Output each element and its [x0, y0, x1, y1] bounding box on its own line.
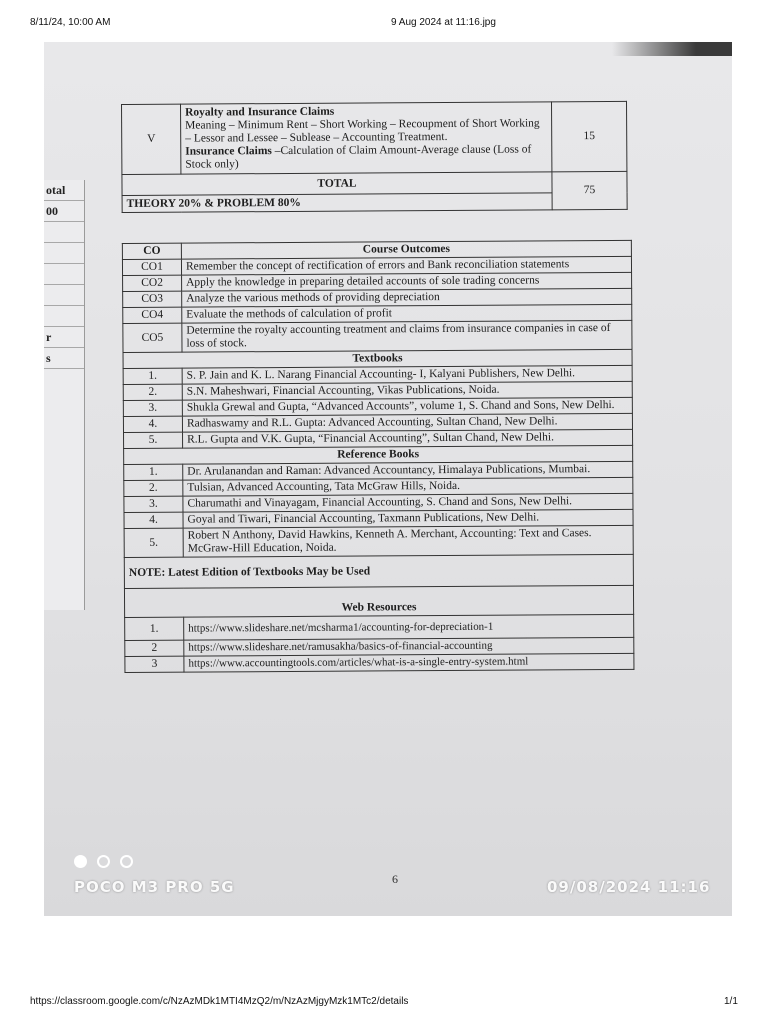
reference-text: Goyal and Tiwari, Financial Accounting, Taxmann Publications, New Delhi. — [183, 509, 633, 528]
note: NOTE: Latest Edition of Textbooks May be Used — [124, 554, 633, 588]
web-resource-number: 2 — [125, 640, 184, 656]
camera-dot-icon — [120, 855, 133, 868]
total-value: 75 — [552, 171, 627, 209]
outcome-text: Determine the royalty accounting treatment and claims from insurance companies in case of loss of stock. — [182, 320, 632, 352]
reference-books-heading: Reference Books — [124, 445, 633, 464]
background-sheet-line: otal — [44, 180, 84, 201]
web-resource-row — [125, 614, 634, 640]
outcome-text: Remember the concept of rectification of errors and Bank reconciliation statements — [181, 256, 631, 275]
textbooks-heading: Textbooks — [123, 349, 632, 368]
print-page-count: 1/1 — [724, 996, 738, 1007]
outcome-row — [123, 320, 632, 352]
background-sheet-line — [44, 285, 84, 306]
print-datetime: 8/11/24, 10:00 AM — [30, 17, 111, 28]
web-resource-url: https://www.slideshare.net/ramusakha/basics-of-financial-accounting — [184, 637, 634, 656]
unit-table — [121, 101, 628, 213]
background-sheet-line: s — [44, 348, 84, 369]
textbook-number: 3. — [123, 400, 182, 416]
web-resource-number: 1. — [125, 617, 184, 640]
background-sheet-line: r — [44, 327, 84, 348]
outcome-text: Evaluate the methods of calculation of profit — [182, 304, 632, 323]
web-resource-url: https://www.accountingtools.com/articles/what-is-a-single-entry-system.html — [184, 653, 634, 672]
photo-dark-corner — [612, 42, 732, 56]
textbook-number: 4. — [123, 416, 182, 432]
print-url: https://classroom.google.com/c/NzAzMDk1MTI4MzQ2/m/NzAzMjgyMzk1MTc2/details — [30, 996, 409, 1007]
col-course-outcomes: Course Outcomes — [181, 240, 631, 259]
background-sheet — [44, 180, 85, 610]
reference-number: 3. — [124, 496, 183, 512]
reference-number: 1. — [124, 464, 183, 480]
textbook-number: 2. — [123, 384, 182, 400]
unit-insurance — [185, 143, 547, 171]
syllabus-page — [121, 101, 634, 673]
reference-text: Dr. Arulanandan and Raman: Advanced Accountancy, Himalaya Publications, Mumbai. — [183, 461, 633, 480]
textbook-number: 1. — [123, 368, 182, 384]
textbook-text: Radhaswamy and R.L. Gupta: Advanced Accounting, Sultan Chand, New Delhi. — [182, 413, 632, 432]
web-resource-url: https://www.slideshare.net/mcsharma1/accounting-for-depreciation-1 — [184, 614, 634, 640]
camera-dot-icon — [74, 855, 87, 868]
unit-body: Meaning – Minimum Rent – Short Working – Recoupment of Short Working – Lessor and Lessee – Sublease – Accounting Treatment. — [185, 117, 540, 145]
total-label: TOTAL — [122, 172, 552, 196]
outcomes-table — [122, 240, 635, 673]
reference-number: 5. — [124, 528, 183, 557]
outcome-text: Analyze the various methods of providing depreciation — [182, 288, 632, 307]
outcome-code: CO1 — [122, 259, 181, 275]
outcome-code: CO3 — [123, 291, 182, 307]
reference-text: Charumathi and Vinayagam, Financial Accounting, S. Chand and Sons, New Delhi. — [183, 493, 633, 512]
background-sheet-line — [44, 306, 84, 327]
outcome-code: CO5 — [123, 323, 182, 352]
web-resource-number: 3 — [125, 656, 184, 672]
unit-heading: Royalty and Insurance Claims — [185, 105, 335, 119]
reference-text: Robert N Anthony, David Hawkins, Kenneth A. Merchant, Accounting: Text and Cases. McGraw-Hill Education, Noida. — [183, 525, 633, 557]
web-resources-heading: Web Resources — [124, 585, 633, 617]
textbook-text: S.N. Maheshwari, Financial Accounting, Vikas Publications, Noida. — [182, 381, 632, 400]
textbook-number: 5. — [124, 432, 183, 448]
background-sheet-line — [44, 243, 84, 264]
background-sheet-line — [44, 222, 84, 243]
camera-timestamp: 09/08/2024 11:16 — [547, 878, 711, 896]
outcome-code: CO4 — [123, 307, 182, 323]
col-co: CO — [122, 243, 181, 259]
reference-row — [124, 525, 633, 557]
textbook-text: Shukla Grewal and Gupta, “Advanced Accounts”, volume 1, S. Chand and Sons, New Delhi. — [182, 397, 632, 416]
reference-number: 2. — [124, 480, 183, 496]
web-resource-row — [125, 653, 634, 672]
page-number: 6 — [392, 872, 398, 886]
camera-dot-icon — [97, 855, 110, 868]
theory-note: THEORY 20% & PROBLEM 80% — [122, 193, 552, 213]
print-filename: 9 Aug 2024 at 11:16.jpg — [391, 17, 496, 28]
reference-number: 4. — [124, 512, 183, 528]
unit-number: V — [122, 104, 181, 174]
unit-hours: 15 — [551, 101, 626, 171]
insurance-label: Insurance Claims — [185, 145, 272, 158]
insurance-body: –Calculation of Claim Amount-Average clause (Loss of Stock only) — [185, 143, 532, 171]
outcome-code: CO2 — [123, 275, 182, 291]
unit-content — [181, 102, 552, 174]
background-sheet-line: 00 — [44, 201, 84, 222]
textbook-text: R.L. Gupta and V.K. Gupta, “Financial Accounting”, Sultan Chand, New Delhi. — [183, 429, 633, 448]
outcome-text: Apply the knowledge in preparing detailed accounts of sole trading concerns — [182, 272, 632, 291]
textbook-text: S. P. Jain and K. L. Narang Financial Accounting- I, Kalyani Publishers, New Delhi. — [182, 365, 632, 384]
photo — [44, 42, 732, 916]
background-sheet-line — [44, 264, 84, 285]
reference-text: Tulsian, Advanced Accounting, Tata McGraw Hills, Noida. — [183, 477, 633, 496]
camera-model: POCO M3 PRO 5G — [74, 878, 235, 896]
